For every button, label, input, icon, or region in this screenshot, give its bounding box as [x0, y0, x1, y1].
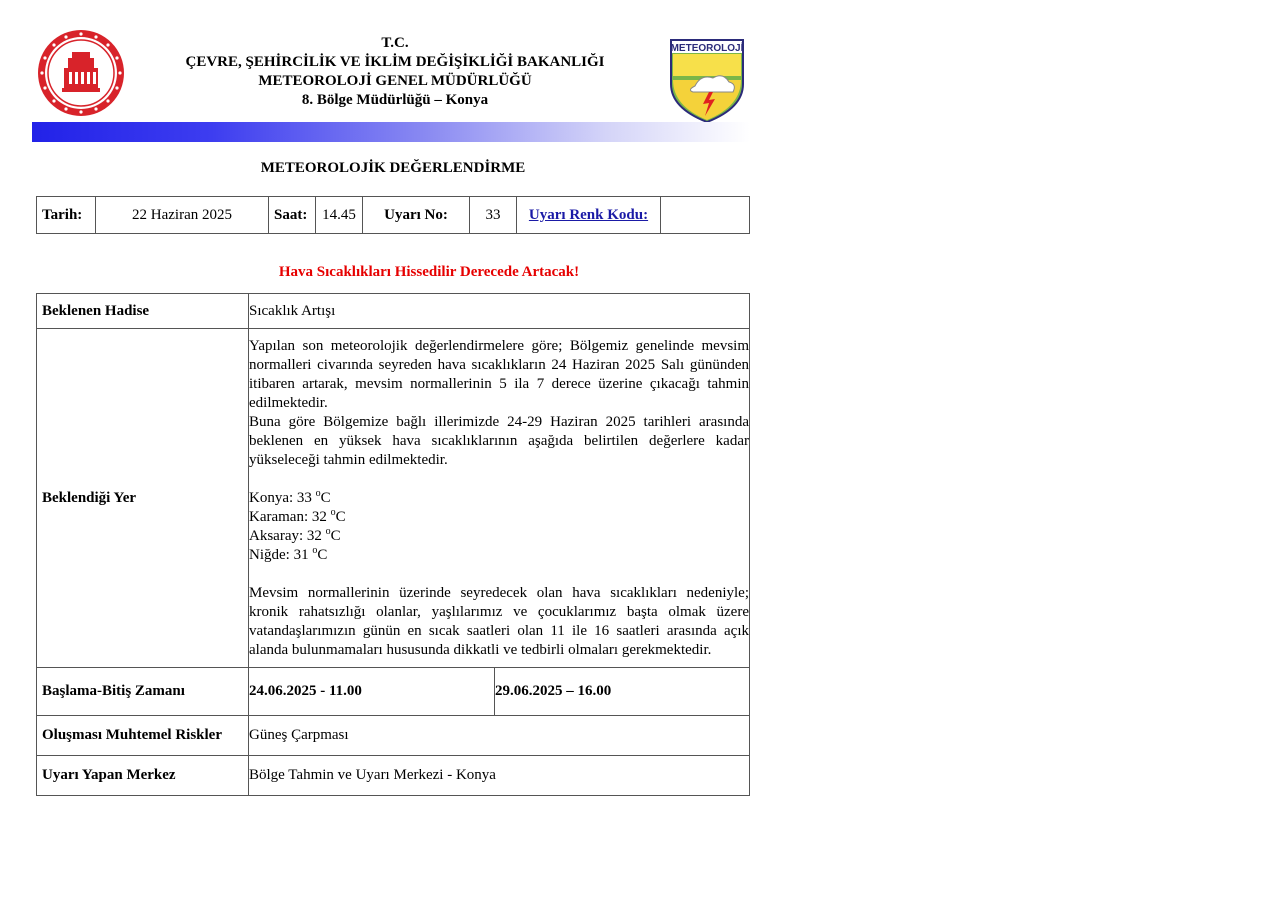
table-row	[37, 294, 750, 329]
alert-title: Hava Sıcaklıkları Hissedilir Derecede Artacak!	[278, 264, 580, 280]
paragraph-forecast: Yapılan son meteorolojik değerlendirmelere göre; Bölgemiz genelinde mevsim normalleri civarında seyreden hava sıcaklıkların 24 Haziran 2025 Salı gününden itibaren artarak, mevsim normallerinin 5 ila 7 derece üzerine çıkacağı tahmin edilmektedir.	[249, 338, 749, 411]
temp-aksaray-unit: C	[330, 528, 341, 544]
temp-karaman-degree: o	[330, 507, 336, 518]
time-value: 14.45	[316, 197, 363, 234]
date-label: Tarih:	[37, 197, 96, 234]
paragraph-region-temps: Buna göre Bölgemize bağlı illerimizde 24-29 Haziran 2025 tarihleri arasında beklenen en yüksek hava sıcaklıklarının aşağıda belirtilen değerlere kadar yükseleceği tahmin edilmektedir.	[249, 414, 749, 468]
date-value: 22 Haziran 2025	[96, 197, 269, 234]
warning-color-code-value	[661, 197, 750, 234]
end-time-value: 29.06.2025 – 16.00	[495, 668, 750, 716]
temp-nigde-text: Niğde: 31	[249, 547, 313, 563]
risks-label: Oluşması Muhtemel Riskler	[37, 716, 249, 756]
time-label: Saat:	[269, 197, 316, 234]
start-time-value: 24.06.2025 - 11.00	[249, 668, 495, 716]
temp-nigde-degree: o	[312, 545, 318, 556]
header-region: 8. Bölge Müdürlüğü – Konya	[301, 92, 489, 108]
table-row	[37, 716, 750, 756]
paragraph-advice: Mevsim normallerinin üzerinde seyredecek olan hava sıcaklıkları nedeniyle; kronik rahatsızlığı olanlar, yaşlılarımız ve çocuklarımız başta olmak üzere vatandaşlarımızın günün en sıcak saatleri olan 11 ile 16 saatleri arasında açık alanda bulunmamaları hususunda dikkatli ve tedbirli olmaları gerekmektedir.	[249, 585, 749, 658]
warning-color-code-link[interactable]: Uyarı Renk Kodu:	[528, 206, 649, 223]
expected-event-value: Sıcaklık Artışı	[249, 294, 750, 329]
header-gradient-bar	[32, 122, 750, 142]
info-table	[36, 196, 750, 234]
center-value: Bölge Tahmin ve Uyarı Merkezi - Konya	[249, 756, 750, 796]
table-row	[37, 756, 750, 796]
temp-aksaray-degree: o	[325, 526, 331, 537]
document-title: METEOROLOJİK DEĞERLENDİRME	[260, 160, 526, 176]
warning-no-label: Uyarı No:	[363, 197, 470, 234]
header-text	[130, 34, 660, 110]
main-table	[36, 293, 750, 796]
temp-konya	[249, 489, 749, 508]
expected-place-cell	[249, 329, 750, 668]
risks-value: Güneş Çarpması	[249, 716, 750, 756]
temp-konya-degree: o	[315, 488, 321, 499]
start-end-label: Başlama-Bitiş Zamanı	[37, 668, 249, 716]
temp-nigde	[249, 546, 749, 565]
header-ministry: ÇEVRE, ŞEHİRCİLİK VE İKLİM DEĞİŞİKLİĞİ BAKANLIĞI	[185, 54, 605, 70]
temp-nigde-unit: C	[317, 547, 328, 563]
temp-karaman-unit: C	[335, 509, 346, 525]
temp-aksaray	[249, 527, 749, 546]
table-row	[37, 668, 750, 716]
expected-event-label: Beklenen Hadise	[37, 294, 249, 329]
temp-karaman-text: Karaman: 32	[249, 509, 331, 525]
temp-konya-text: Konya: 33	[249, 490, 316, 506]
meteorology-logo-text: METEOROLOJİ	[670, 43, 744, 54]
expected-place-label: Beklendiği Yer	[37, 329, 249, 668]
meteorology-logo	[667, 36, 747, 124]
center-label: Uyarı Yapan Merkez	[37, 756, 249, 796]
header-tc: T.C.	[381, 35, 409, 51]
ministry-seal-logo	[36, 28, 126, 118]
temp-aksaray-text: Aksaray: 32	[249, 528, 326, 544]
temp-karaman	[249, 508, 749, 527]
header-directorate: METEOROLOJİ GENEL MÜDÜRLÜĞÜ	[258, 73, 532, 89]
warning-no-value: 33	[470, 197, 517, 234]
table-row	[37, 329, 750, 668]
temp-konya-unit: C	[320, 490, 331, 506]
